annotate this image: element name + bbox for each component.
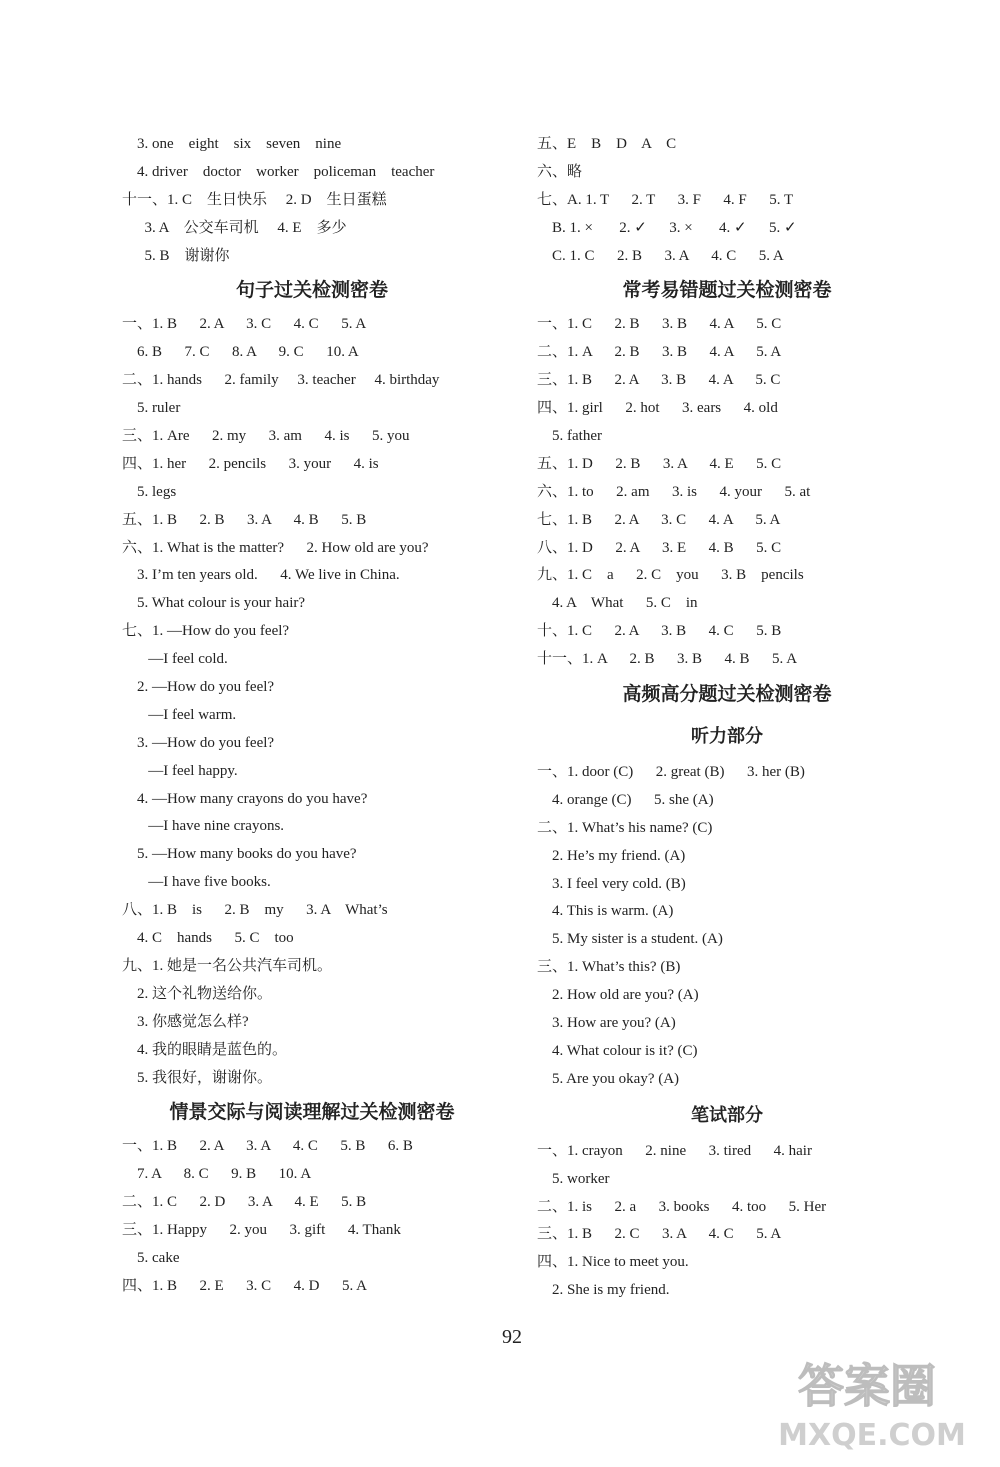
- answer-line: 4. C hands 5. C too: [122, 930, 294, 947]
- answer-line: 一、1. B 2. A 3. C 4. C 5. A: [122, 316, 367, 333]
- answer-line: 五、1. B 2. B 3. A 4. B 5. B: [122, 511, 367, 528]
- answer-line: 二、1. hands 2. family 3. teacher 4. birthday: [122, 372, 440, 389]
- answer-line: 2. How old are you? (A): [537, 987, 699, 1004]
- answer-line: 4. 我的眼睛是蓝色的。: [122, 1041, 288, 1058]
- answer-line: 4. orange (C) 5. she (A): [537, 791, 714, 808]
- answer-line: 十一、1. A 2. B 3. B 4. B 5. A: [537, 651, 798, 668]
- answer-line: 三、1. Are 2. my 3. am 4. is 5. you: [122, 428, 410, 445]
- answer-line: 二、1. A 2. B 3. B 4. A 5. A: [537, 344, 782, 361]
- answer-line: 九、1. 她是一名公共汽车司机。: [122, 957, 333, 974]
- answer-line: 5. cake: [122, 1249, 180, 1266]
- page-number: 92: [502, 1326, 522, 1348]
- answer-line: 五、1. D 2. B 3. A 4. E 5. C: [537, 455, 782, 472]
- answer-line: 九、1. C a 2. C you 3. B pencils: [537, 567, 804, 584]
- answer-line: 2. She is my friend.: [537, 1282, 670, 1299]
- answer-line: 八、1. D 2. A 3. E 4. B 5. C: [537, 539, 782, 556]
- answer-line: 6. B 7. C 8. A 9. C 10. A: [122, 344, 359, 361]
- answer-line: 七、1. B 2. A 3. C 4. A 5. A: [537, 511, 781, 528]
- answer-line: 十、1. C 2. A 3. B 4. C 5. B: [537, 623, 782, 640]
- answer-line: 八、1. B is 2. B my 3. A What’s: [122, 902, 388, 919]
- answer-line: 二、1. C 2. D 3. A 4. E 5. B: [122, 1194, 367, 1211]
- answer-line: 七、A. 1. T 2. T 3. F 4. F 5. T: [537, 191, 794, 208]
- answer-line: 5. ruler: [122, 400, 181, 417]
- answer-line: 七、1. —How do you feel?: [122, 623, 290, 640]
- answer-line: 4. What colour is it? (C): [537, 1042, 698, 1059]
- section-heading: 句子过关检测密卷: [235, 279, 388, 302]
- answer-line: —I have nine crayons.: [122, 818, 285, 835]
- answer-line: 十一、1. C 生日快乐 2. D 生日蛋糕: [122, 191, 387, 208]
- answer-line: 5. My sister is a student. (A): [537, 931, 723, 948]
- subsection-heading: 听力部分: [691, 726, 763, 748]
- answer-line: —I feel warm.: [122, 706, 237, 723]
- answer-line: 四、1. girl 2. hot 3. ears 4. old: [537, 400, 778, 417]
- answer-line: 5. What colour is your hair?: [122, 595, 306, 612]
- answer-line: 7. A 8. C 9. B 10. A: [122, 1166, 312, 1183]
- answer-line: 3. I feel very cold. (B): [537, 875, 686, 892]
- answer-line: 2. —How do you feel?: [122, 679, 275, 696]
- answer-line: 三、1. B 2. C 3. A 4. C 5. A: [537, 1226, 782, 1243]
- answer-line: —I feel happy.: [122, 762, 238, 779]
- answer-line: 一、1. C 2. B 3. B 4. A 5. C: [537, 316, 782, 333]
- answer-line: 三、1. What’s this? (B): [537, 959, 681, 976]
- answer-line: 5. B 谢谢你: [122, 247, 230, 264]
- answer-line: 四、1. B 2. E 3. C 4. D 5. A: [122, 1277, 368, 1294]
- answer-line: 二、1. is 2. a 3. books 4. too 5. Her: [537, 1198, 827, 1215]
- answer-line: 3. I’m ten years old. 4. We live in China.: [122, 567, 400, 584]
- answer-line: —I have five books.: [122, 874, 271, 891]
- answer-line: 4. A What 5. C in: [537, 595, 698, 612]
- answer-line: 五、E B D A C: [537, 136, 677, 152]
- answer-line: 4. This is warm. (A): [537, 903, 674, 920]
- watermark-url: MXQE.COM: [778, 1418, 966, 1453]
- answer-line: 2. 这个礼物送给你。: [122, 985, 273, 1002]
- left-column: [122, 131, 522, 1301]
- answer-line: 一、1. door (C) 2. great (B) 3. her (B): [537, 764, 805, 781]
- answer-line: 3. 你感觉怎么样?: [122, 1013, 249, 1030]
- section-heading: 常考易错题过关检测密卷: [622, 279, 832, 302]
- answer-line: 5. legs: [122, 483, 177, 500]
- answer-line: 5. 我很好，谢谢你。: [122, 1069, 273, 1086]
- answer-line: 5. worker: [537, 1170, 610, 1187]
- subsection-heading: 笔试部分: [691, 1104, 763, 1126]
- answer-line: 3. How are you? (A): [537, 1015, 676, 1032]
- answer-line: —I feel cold.: [122, 651, 228, 668]
- answer-line: 3. —How do you feel?: [122, 734, 275, 751]
- answer-line: 一、1. B 2. A 3. A 4. C 5. B 6. B: [122, 1138, 413, 1155]
- answer-line: 三、1. Happy 2. you 3. gift 4. Thank: [122, 1222, 401, 1239]
- answer-line: 5. father: [537, 428, 602, 445]
- answer-line: 5. Are you okay? (A): [537, 1070, 680, 1087]
- answer-line: 六、1. What is the matter? 2. How old are you?: [122, 539, 429, 556]
- watermark-logo: [762, 1337, 982, 1457]
- watermark-logo-text: 答案圈: [798, 1359, 936, 1413]
- answer-line: 一、1. crayon 2. nine 3. tired 4. hair: [537, 1142, 812, 1159]
- answer-line: 4. —How many crayons do you have?: [122, 790, 368, 807]
- answer-line: 三、1. B 2. A 3. B 4. A 5. C: [537, 372, 781, 389]
- answer-line: B. 1. × 2. ✓ 3. × 4. ✓ 5. ✓: [537, 219, 797, 236]
- answer-line: 3. A 公交车司机 4. E 多少: [122, 219, 347, 236]
- answer-line: 四、1. Nice to meet you.: [537, 1254, 689, 1271]
- answer-line: 四、1. her 2. pencils 3. your 4. is: [122, 455, 379, 472]
- answer-line: 六、1. to 2. am 3. is 4. your 5. at: [537, 483, 811, 500]
- answer-line: 3. one eight six seven nine: [122, 136, 342, 152]
- section-heading: 高频高分题过关检测密卷: [622, 683, 832, 706]
- answer-line: 4. driver doctor worker policeman teacher: [122, 163, 435, 180]
- answer-line: 六、略: [537, 163, 583, 180]
- answer-line: 二、1. What’s his name? (C): [537, 819, 713, 836]
- answer-line: 5. —How many books do you have?: [122, 846, 357, 863]
- section-heading: 情景交际与阅读理解过关检测密卷: [169, 1101, 455, 1124]
- answer-line: C. 1. C 2. B 3. A 4. C 5. A: [537, 247, 784, 264]
- right-column: [537, 131, 937, 1305]
- answer-line: 2. He’s my friend. (A): [537, 847, 686, 864]
